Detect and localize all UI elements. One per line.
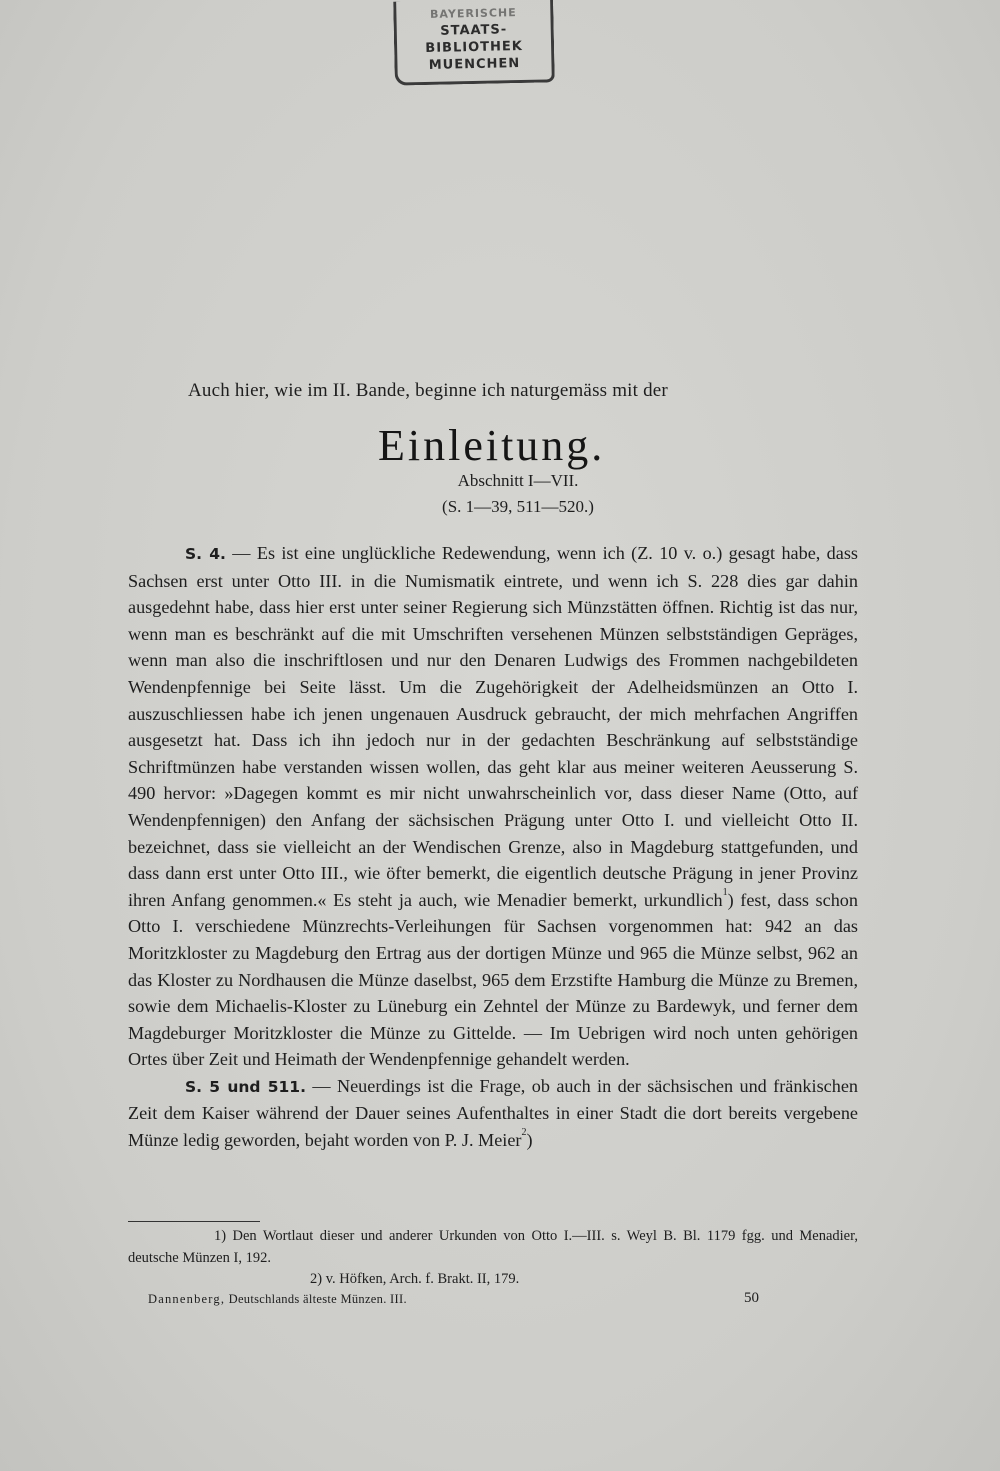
page-range-reference: (S. 1—39, 511—520.) <box>442 497 594 516</box>
page-number: 50 <box>744 1290 759 1306</box>
stamp-line-3: BIBLIOTHEK <box>425 38 524 57</box>
footnote: 1) Den Wortlaut dieser und anderer Urkunden von Otto I.—III. s. Weyl B. Bl. 1179 fgg. und Menadier, deutsche Münzen I, 192. <box>128 1228 858 1266</box>
paragraph <box>128 540 858 1073</box>
footnote: 2) v. Höfken, Arch. f. Brakt. II, 179. <box>310 1271 520 1287</box>
body-text <box>128 540 858 1154</box>
paragraph-text: — Es ist eine unglückliche Redewendung, wenn ich (Z. 10 v. o.) gesagt habe, dass Sachsen erst unter Otto III. in die Numismatik eintrete, und wenn ich S. 228 dies gar dahin ausgedehnt habe, dass hier erst unter seiner Regierung sich Münzstätten öffnen. Richtig ist das nur, wenn man es beschränkt auf die mit Umschriften versehenen Münzen selbstständigen Gepräges, wenn man also die inschriftlosen und nur den Denaren Ludwigs des Frommen nachgebildeten Wendenpfennige bei Seite lässt. Um die Zugehörigkeit der Adelheidsmünzen an Otto I. auszuschliessen habe ich jenen ungenauen Ausdruck gebraucht, der mich mehrfachen Angriffen ausgesetzt hat. Dass ich ihn jedoch nur in der gedachten Beschränkung auf selbstständige Schriftmünzen habe verstanden wissen wollen, das geht klar aus meiner weiteren Aeusserung S. 490 hervor: »Dagegen kommt es mir nicht unwahrscheinlich vor, dass dieser Name (Otto, auf Wendenpfennigen) den Anfang der sächsischen Prägung unter Otto I. und vielleicht Otto II. bezeichnet, dass sie vielleicht an der Wendischen Grenze, also in Magdeburg stattgefunden, und dass dann erst unter Otto III., wie öfter bemerkt, die eigentlich deutsche Prägung in jener Provinz ihren Anfang genommen.« Es steht ja auch, wie Menadier bemerkt, urkundlich <box>128 543 859 910</box>
intro-line: Auch hier, wie im II. Bande, beginne ich naturgemäss mit der <box>188 380 668 401</box>
paragraph-text: ) fest, dass schon Otto I. verschiedene Münzrechts-Verleihungen für Sachsen vorgenommen hat: 942 an das Moritzkloster zu Magdeburg den Ertrag aus der dortigen Münze und 965 die Münze selbst, 962 an das Kloster zu Nordhausen die Münze daselbst, 965 dem Erzstifte Hamburg die Münze zu Bremen, sowie dem Michaelis-Kloster zu Lüneburg ein Zehntel der Münze zu Bardewyk, und ferner dem Magdeburger Moritzkloster die Münze zu Gittelde. — Im Uebrigen wird noch unten gehörigen Ortes über Zeit und Heimath der Wendenpfennige gehandelt werden. <box>128 889 858 1070</box>
footnote-marker: 2 <box>521 1127 527 1139</box>
paragraph-text: — Neuerdings ist die Frage, ob auch in der sächsischen und fränkischen Zeit dem Kaiser während der Dauer seines Aufenthaltes in einer Stadt die dort bereits vergebene Münze ledig geworden, bejaht worden von P. J. Meier <box>128 1075 858 1151</box>
footer-work-title: Deutschlands älteste Münzen. III. <box>228 1292 407 1306</box>
running-footer <box>148 1292 407 1307</box>
section-reference: S. 4. <box>185 545 226 563</box>
stamp-line-1: BAYERISCHE <box>429 6 517 21</box>
stamp-line-4: MUENCHEN <box>428 56 521 73</box>
paragraph-text: ) <box>526 1130 533 1151</box>
footnote-marker: 1 <box>722 886 728 898</box>
paragraph <box>128 1073 858 1154</box>
footer-author: Dannenberg, <box>148 1292 226 1306</box>
library-stamp <box>393 0 555 86</box>
chapter-subtitle: Abschnitt I—VII. <box>457 471 579 490</box>
footnotes <box>128 1226 858 1291</box>
section-reference: S. 5 und 511. <box>185 1077 306 1096</box>
stamp-line-2: STAATS- <box>440 22 508 39</box>
footnote-divider <box>128 1221 260 1222</box>
chapter-title: Einleitung. <box>378 421 606 470</box>
